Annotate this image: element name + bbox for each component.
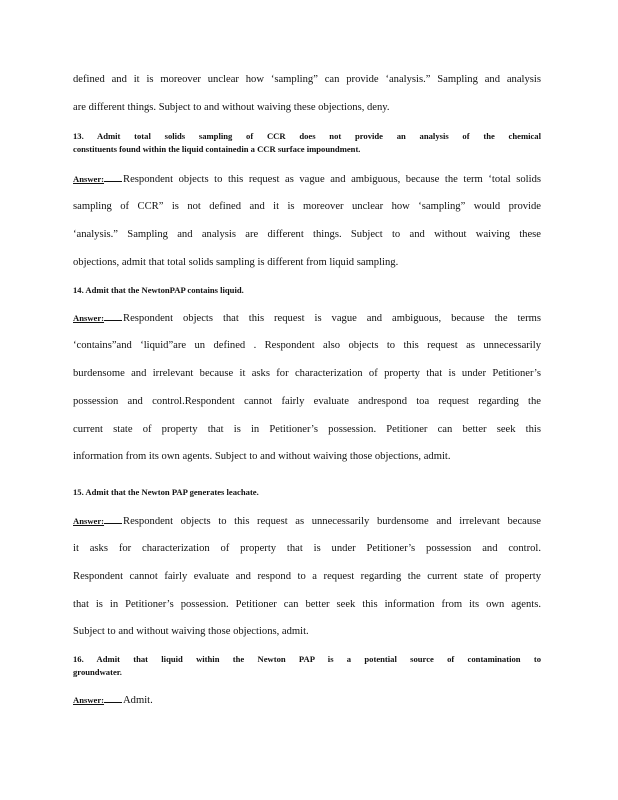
answer-15-line: it asks for characterization of property that is under Petitioner’s possession and control. [73,543,541,554]
answer-14-line [73,311,541,326]
request-13-line-1: 13. Admit total solids sampling of CCR does not provide an analysis of the chemical [73,131,541,141]
answer-14-line: possession and control.Respondent cannot fairly evaluate andrespond toa request regarding the [73,396,541,407]
answer-14-line: current state of property that is in Petitioner’s possession. Petitioner can better seek this [73,424,541,435]
answer-15-line [73,514,541,529]
answer-14-line: burdensome and irrelevant because it asks for characterization of property that is under Petitioner’s [73,368,541,379]
answer-15-line: that is in Petitioner’s possession. Petitioner can better seek this information from its own agents. [73,599,541,610]
answer-text: Respondent objects to this request as vague and ambiguous, because the term ‘total solids [123,174,541,185]
answer-13-line: ‘analysis.” Sampling and analysis are different things. Subject to and without waiving these [73,229,541,240]
answer-label: Answer: [73,174,105,184]
answer-13-line [73,172,541,187]
paragraph-line: are different things. Subject to and without waiving these objections, deny. [73,102,390,113]
request-15: 15. Admit that the Newton PAP generates leachate. [73,487,259,497]
paragraph-line: defined and it is moreover unclear how ‘sampling” can provide ‘analysis.” Sampling and analysis [73,74,541,85]
answer-13-line: objections, admit that total solids sampling is different from liquid sampling. [73,257,399,268]
answer-14-line: information from its own agents. Subject to and without waiving those objections, admit. [73,451,451,462]
request-14: 14. Admit that the NewtonPAP contains liquid. [73,285,244,295]
answer-13-line: sampling of CCR” is not defined and it is moreover unclear how ‘sampling” would provide [73,201,541,212]
answer-15-line: Respondent cannot fairly evaluate and respond to a request regarding the current state of property [73,571,541,582]
answer-label: Answer: [73,695,105,705]
answer-text: Admit. [123,695,153,706]
request-16-line-1: 16. Admit that liquid within the Newton PAP is a potential source of contamination to [73,654,541,664]
answer-label: Answer: [73,516,105,526]
answer-underline [104,311,122,321]
request-13-line-2: constituents found within the liquid containedin a CCR surface impoundment. [73,144,361,154]
answer-underline [104,693,122,703]
answer-15-line: Subject to and without waiving those objections, admit. [73,626,309,637]
answer-text: Respondent objects that this request is vague and ambiguous, because the terms [123,313,541,324]
answer-underline [104,514,122,524]
answer-underline [104,172,122,182]
answer-16-line [73,693,541,708]
answer-text: Respondent objects to this request as unnecessarily burdensome and irrelevant because [123,516,541,527]
answer-label: Answer: [73,313,105,323]
answer-14-line: ‘contains”and ‘liquid”are un defined . Respondent also objects to this request as unnecessarily [73,340,541,351]
request-16-line-2: groundwater. [73,667,122,677]
